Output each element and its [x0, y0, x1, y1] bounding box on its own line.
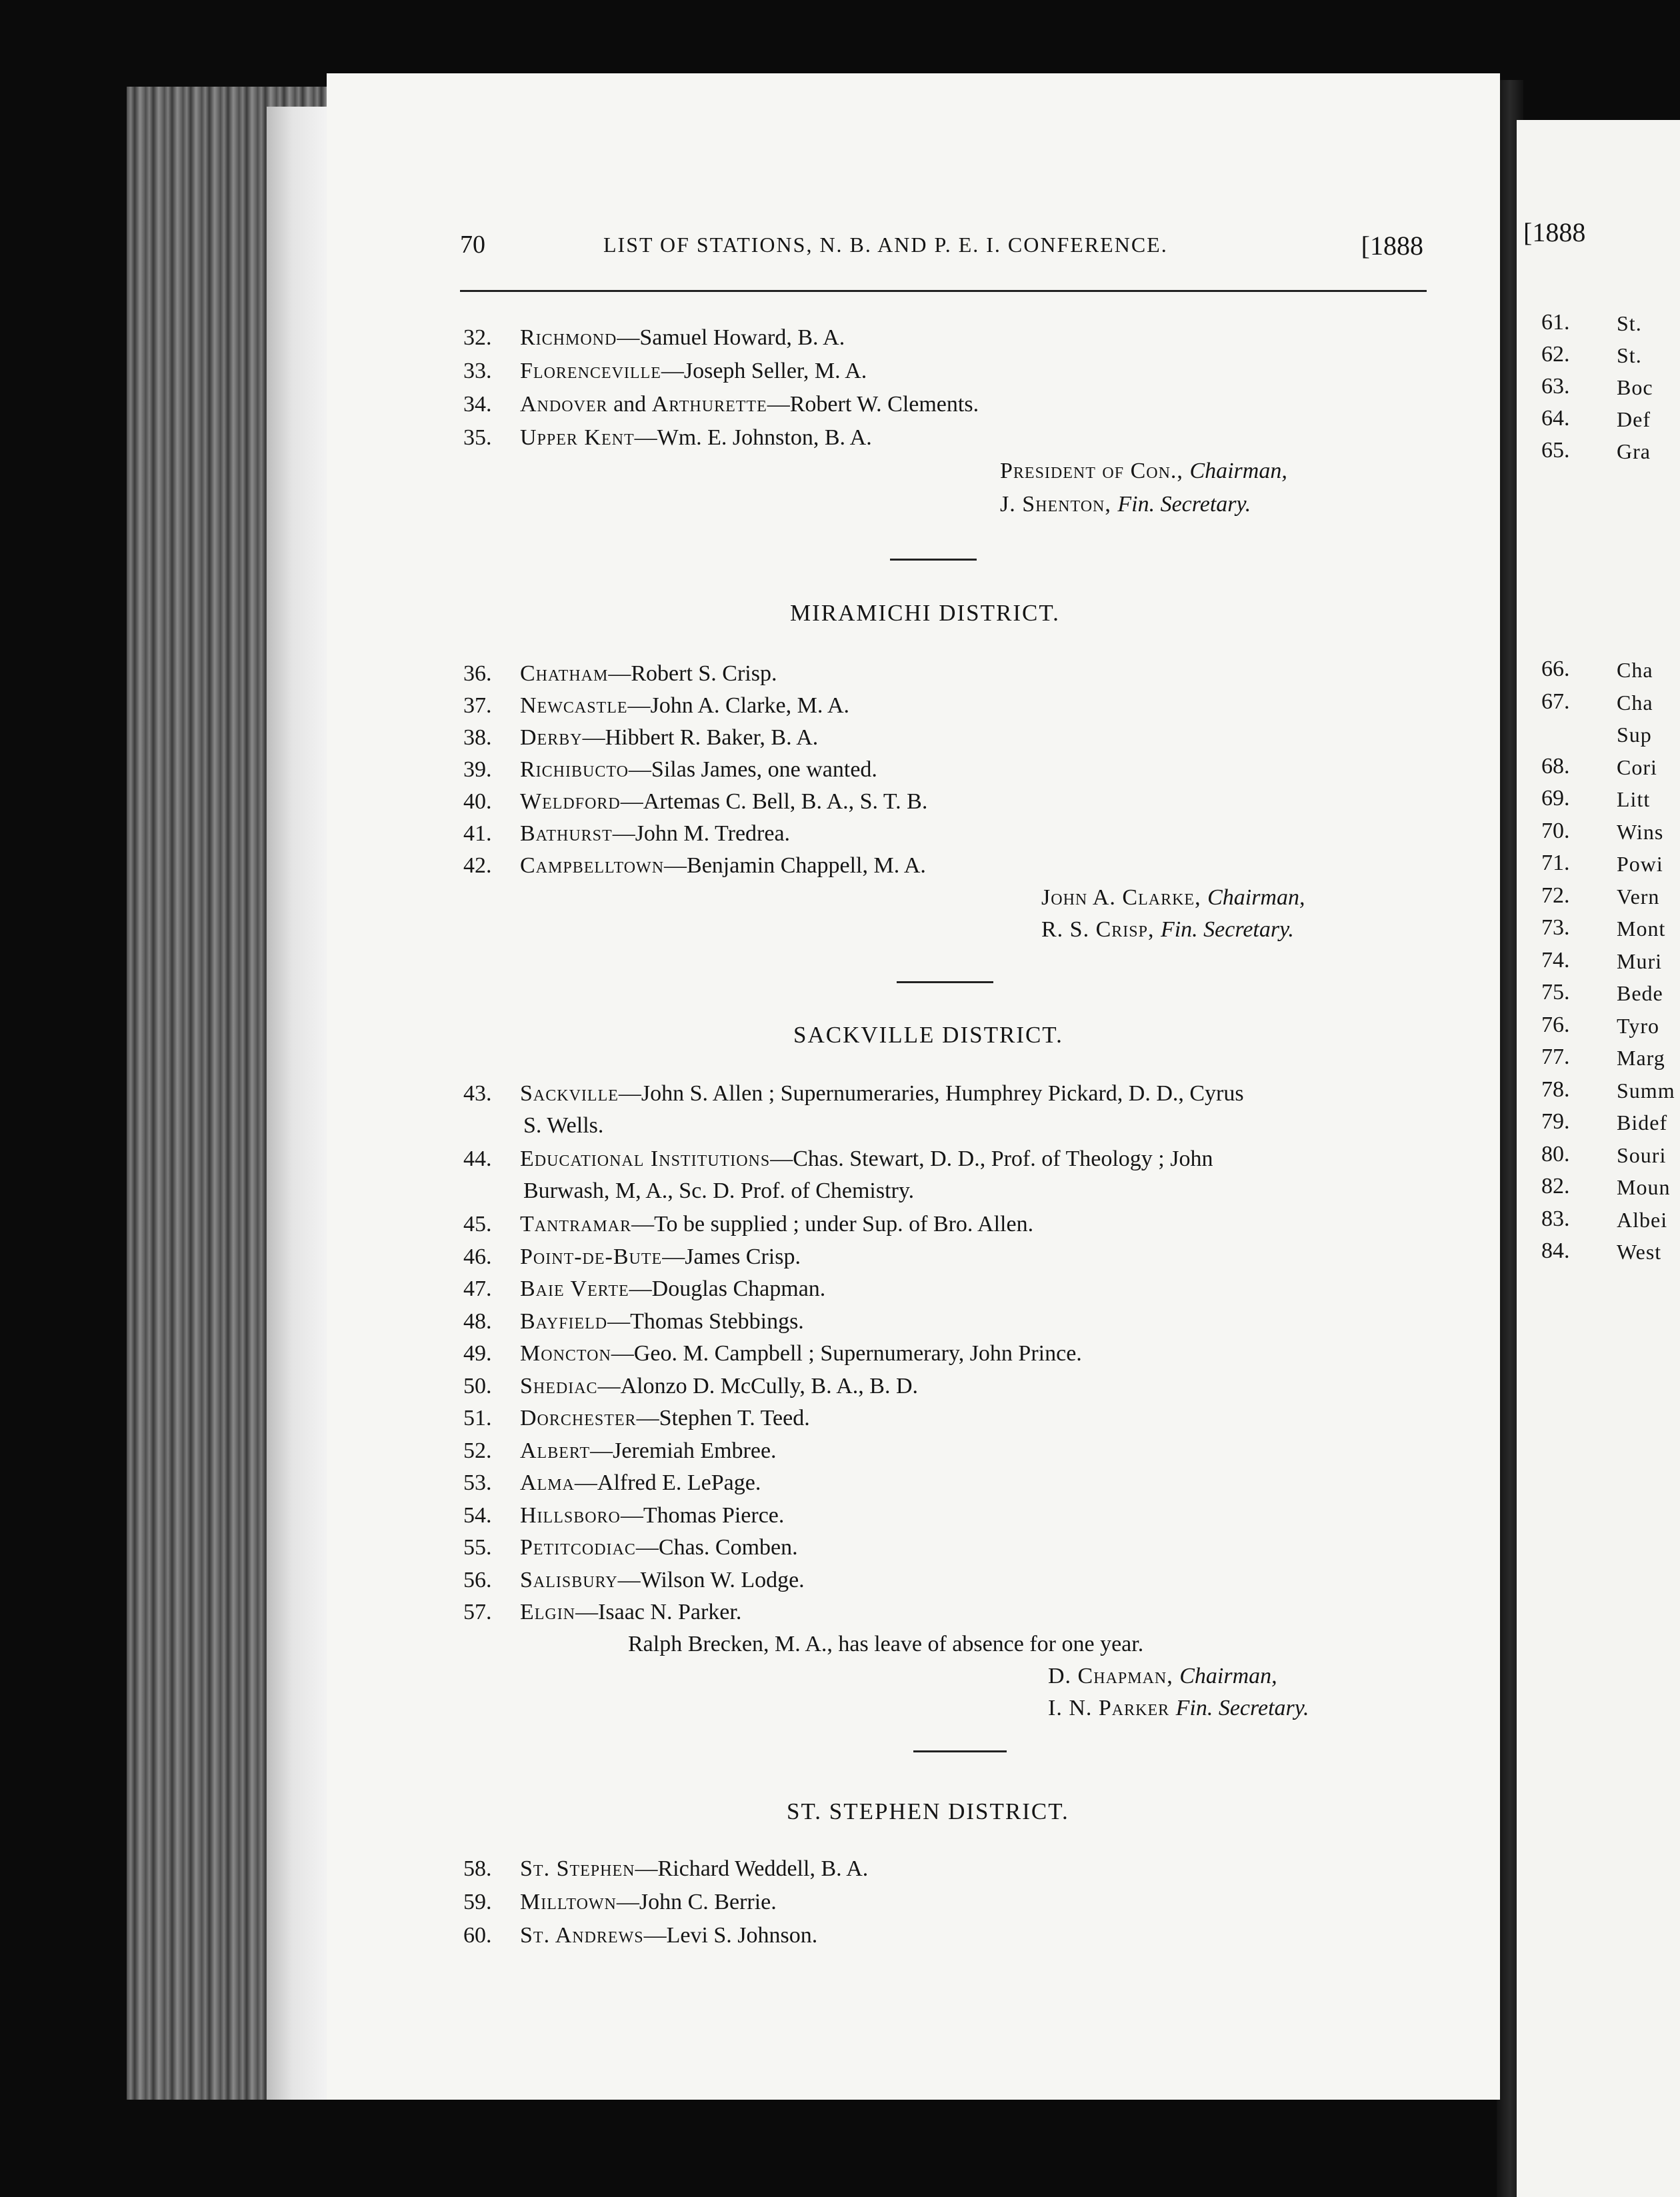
station-name: Hillsboro: [520, 1502, 621, 1528]
station-ministers: —Samuel Howard, B. A.: [617, 325, 845, 350]
right-entry-text: Cha: [1617, 658, 1653, 682]
right-entry-number: 67.: [1541, 689, 1570, 714]
signatory-role: Fin. Secretary.: [1160, 917, 1294, 942]
station-entry-continuation: Burwash, M, A., Sc. D. Prof. of Chemistry.: [523, 1178, 915, 1203]
station-entry-number: 53.: [463, 1470, 492, 1495]
right-page-header: [1888: [1523, 217, 1586, 247]
station-entry: [520, 325, 845, 351]
right-entry-text: Muri: [1617, 949, 1662, 973]
right-entry-text: Mont: [1617, 917, 1666, 941]
station-entry: [520, 1856, 868, 1882]
station-entry: [520, 853, 926, 879]
signatory-name: John A. Clarke,: [1041, 885, 1208, 910]
station-entry-number: 44.: [463, 1146, 492, 1171]
station-entry: [520, 725, 818, 751]
station-entry: [520, 821, 790, 847]
station-name: Chatham: [520, 661, 609, 686]
right-entry-number: 84.: [1541, 1238, 1570, 1263]
right-entry-text: Albei: [1617, 1207, 1668, 1232]
page-number: 70: [460, 231, 485, 259]
station-name: Florenceville: [520, 359, 661, 383]
right-entry-number: 64.: [1541, 406, 1570, 431]
station-entry-number: 36.: [463, 661, 492, 686]
station-entry-number: 33.: [463, 359, 492, 383]
station-entry-number: 52.: [463, 1438, 492, 1463]
station-name: Weldford: [520, 789, 621, 814]
district-title: MIRAMICHI DISTRICT.: [790, 600, 1060, 626]
right-entry-text: Marg: [1617, 1046, 1665, 1070]
leave-of-absence-note: Ralph Brecken, M. A., has leave of absence for one year.: [628, 1632, 1144, 1656]
station-ministers: —Levi S. Johnson.: [643, 1923, 818, 1948]
right-entry-number: 72.: [1541, 883, 1570, 908]
station-name: St. Stephen: [520, 1856, 635, 1881]
station-entry: [520, 1600, 741, 1625]
station-entry-number: 37.: [463, 693, 492, 718]
right-entry-number: 71.: [1541, 851, 1570, 875]
right-entry-number: 75.: [1541, 980, 1570, 1005]
right-entry-number: 61.: [1541, 310, 1570, 335]
signatory-role: Fin. Secretary.: [1175, 1696, 1309, 1720]
station-name: Bayfield: [520, 1308, 608, 1334]
page-title: LIST OF STATIONS, N. B. AND P. E. I. CONFERENCE.: [603, 233, 1168, 257]
signatory-role: Chairman,: [1189, 459, 1287, 483]
section-divider: [890, 559, 977, 561]
station-entry: [520, 425, 872, 451]
station-ministers: —Stephen T. Teed.: [636, 1406, 810, 1430]
station-name: Upper Kent: [520, 425, 635, 450]
station-name: Albert: [520, 1438, 591, 1463]
station-entry-number: 39.: [463, 757, 492, 782]
station-ministers: —Hibbert R. Baker, B. A.: [582, 725, 819, 750]
station-ministers: —Thomas Stebbings.: [607, 1308, 804, 1334]
station-name-2: Arthurette: [651, 392, 767, 417]
page-year: [1888: [1361, 231, 1423, 261]
station-ministers: —John A. Clarke, M. A.: [627, 693, 849, 718]
right-entry-number: 80.: [1541, 1141, 1570, 1166]
station-entry: [520, 1535, 798, 1560]
page-header: [460, 230, 1433, 270]
station-ministers: —John C. Berrie.: [616, 1890, 777, 1914]
right-entry-text: Powi: [1617, 852, 1663, 876]
right-entry-number: 62.: [1541, 342, 1570, 367]
section-divider: [897, 981, 993, 983]
right-entry-number: 69.: [1541, 786, 1570, 811]
section-divider: [913, 1750, 1007, 1752]
right-entry-text: Wins: [1617, 819, 1664, 844]
station-name: Baie Verte: [520, 1276, 629, 1301]
station-entry: [520, 1374, 918, 1399]
right-entry-text: Cori: [1617, 755, 1657, 779]
station-name: Newcastle: [520, 693, 628, 718]
secretary-signature: [1048, 1696, 1309, 1721]
signatory-name: D. Chapman,: [1048, 1664, 1180, 1688]
station-entry: [520, 789, 927, 815]
signatory-name: R. S. Crisp,: [1041, 917, 1161, 942]
right-entry-text: Bede: [1617, 981, 1663, 1005]
station-entry-number: 49.: [463, 1341, 492, 1366]
station-name: Tantramar: [520, 1212, 632, 1236]
station-entry-number: 46.: [463, 1244, 492, 1269]
station-ministers: —John S. Allen ; Supernumeraries, Humphrey Pickard, D. D., Cyrus: [618, 1081, 1244, 1106]
right-entry-text: Boc: [1617, 375, 1653, 399]
station-ministers: —James Crisp.: [662, 1244, 801, 1269]
station-entry-number: 38.: [463, 725, 492, 750]
station-entry-number: 47.: [463, 1276, 492, 1301]
station-entry-number: 45.: [463, 1212, 492, 1236]
right-entry-text: Tyro: [1617, 1013, 1659, 1038]
right-entry-number: 66.: [1541, 657, 1570, 681]
right-entry-text: Summ: [1617, 1078, 1675, 1102]
station-entry: [520, 661, 777, 687]
signatory-role: Fin. Secretary.: [1117, 492, 1251, 517]
station-ministers: and: [607, 392, 652, 417]
station-entry: [520, 359, 867, 384]
right-entry-number: 76.: [1541, 1012, 1570, 1037]
chairman-signature: [1041, 885, 1305, 911]
station-entry-continuation: S. Wells.: [523, 1113, 604, 1138]
station-name: Andover: [520, 392, 608, 417]
station-entry: [520, 1212, 1033, 1237]
station-entry: [520, 1568, 805, 1593]
station-entry-number: 57.: [463, 1600, 492, 1624]
station-ministers: —Robert S. Crisp.: [608, 661, 777, 686]
station-name: Elgin: [520, 1600, 576, 1624]
station-entry: [520, 1438, 777, 1464]
station-entry-number: 32.: [463, 325, 492, 350]
station-ministers-2: —Robert W. Clements.: [767, 392, 979, 417]
right-entry-text: West: [1617, 1240, 1662, 1264]
right-entry-text: St.: [1617, 343, 1642, 367]
station-entry-number: 43.: [463, 1081, 492, 1106]
station-entry-number: 55.: [463, 1535, 492, 1560]
station-entry: [520, 693, 849, 719]
chairman-signature: [1048, 1664, 1277, 1689]
station-ministers: —Geo. M. Campbell ; Supernumerary, John Prince.: [611, 1341, 1082, 1366]
right-entry-number: 79.: [1541, 1109, 1570, 1134]
station-ministers: —Chas. Comben.: [635, 1535, 798, 1560]
station-ministers: —Benjamin Chappell, M. A.: [664, 853, 926, 878]
station-ministers: —John M. Tredrea.: [612, 821, 791, 846]
station-name: Dorchester: [520, 1406, 637, 1430]
station-name: Salisbury: [520, 1567, 618, 1592]
right-entry-text: Moun: [1617, 1175, 1671, 1199]
station-name: Milltown: [520, 1890, 617, 1914]
station-ministers: —Chas. Stewart, D. D., Prof. of Theology ; John: [770, 1146, 1213, 1171]
station-ministers: —Isaac N. Parker.: [575, 1600, 742, 1624]
station-entry-number: 56.: [463, 1567, 492, 1592]
right-entry-text: Souri: [1617, 1142, 1667, 1167]
right-entry-number: 63.: [1541, 374, 1570, 399]
right-entry-number: 77.: [1541, 1045, 1570, 1069]
station-name: Moncton: [520, 1341, 611, 1366]
station-ministers: —Alonzo D. McCully, B. A., B. D.: [597, 1373, 918, 1398]
station-entry-number: 48.: [463, 1308, 492, 1334]
station-entry-number: 60.: [463, 1923, 492, 1948]
signatory-name: President of Con.,: [1000, 459, 1190, 483]
station-name: Richibucto: [520, 757, 629, 782]
station-ministers: —Wm. E. Johnston, B. A.: [634, 425, 872, 450]
station-ministers: —To be supplied ; under Sup. of Bro. Allen.: [631, 1212, 1034, 1236]
station-name: Educational Institutions: [520, 1146, 771, 1171]
station-ministers: —Thomas Pierce.: [620, 1502, 785, 1528]
station-entry-number: 35.: [463, 425, 492, 450]
station-name: Campbelltown: [520, 853, 665, 878]
right-entry-number: 70.: [1541, 818, 1570, 843]
signatory-name: J. Shenton,: [1000, 492, 1118, 517]
station-entry: [520, 392, 979, 417]
right-entry-text: Litt: [1617, 787, 1651, 811]
district-title: SACKVILLE DISTRICT.: [793, 1022, 1063, 1048]
right-entry-number: 74.: [1541, 947, 1570, 973]
secretary-signature: [1000, 492, 1251, 517]
signatory-role: Chairman,: [1179, 1664, 1277, 1688]
station-entry: [520, 1244, 801, 1270]
right-entry-text: Gra: [1617, 439, 1651, 463]
station-ministers: —Artemas C. Bell, B. A., S. T. B.: [620, 789, 928, 814]
book-page-edge-light: [267, 107, 330, 2100]
right-entry-number: 78.: [1541, 1077, 1570, 1102]
station-name: St. Andrews: [520, 1923, 644, 1948]
station-entry: [520, 757, 877, 783]
station-entry: [520, 1081, 1244, 1106]
station-ministers: —Silas James, one wanted.: [628, 757, 877, 782]
station-name: Richmond: [520, 325, 617, 350]
station-entry-number: 50.: [463, 1373, 492, 1398]
secretary-signature: [1041, 917, 1294, 943]
district-title: ST. STEPHEN DISTRICT.: [787, 1798, 1069, 1824]
right-entry-number: 73.: [1541, 915, 1570, 940]
station-name: Sackville: [520, 1081, 619, 1106]
right-entry-number: 82.: [1541, 1174, 1570, 1198]
right-entry-text: Vern: [1617, 884, 1660, 909]
station-entry-number: 59.: [463, 1890, 492, 1914]
right-entry-text: St.: [1617, 311, 1642, 335]
signatory-role: Chairman,: [1207, 885, 1305, 910]
station-ministers: —Wilson W. Lodge.: [617, 1567, 805, 1592]
station-ministers: —Douglas Chapman.: [629, 1276, 826, 1301]
station-ministers: —Joseph Seller, M. A.: [661, 359, 867, 383]
signatory-name: I. N. Parker: [1048, 1696, 1176, 1720]
station-name: Derby: [520, 725, 583, 750]
chairman-signature: [1000, 459, 1287, 484]
station-entry: [520, 1470, 761, 1496]
station-name: Bathurst: [520, 821, 613, 846]
right-entry-number: 83.: [1541, 1206, 1570, 1231]
station-entry: [520, 1309, 804, 1334]
station-entry: [520, 1341, 1082, 1366]
station-entry: [520, 1276, 825, 1302]
station-entry: [520, 1146, 1213, 1172]
station-ministers: —Jeremiah Embree.: [590, 1438, 777, 1463]
station-entry-number: 40.: [463, 789, 492, 814]
station-name: Shediac: [520, 1373, 598, 1398]
station-entry-number: 51.: [463, 1406, 492, 1430]
station-name: Petitcodiac: [520, 1535, 636, 1560]
header-rule: [460, 290, 1427, 292]
station-entry-number: 54.: [463, 1502, 492, 1528]
right-entry-number: 65.: [1541, 438, 1570, 463]
station-name: Point-de-Bute: [520, 1244, 663, 1269]
right-entry-text: Bidef: [1617, 1110, 1668, 1134]
station-entry: [520, 1890, 777, 1915]
station-ministers: —Richard Weddell, B. A.: [635, 1856, 869, 1881]
right-entry-text: Sup: [1617, 723, 1652, 747]
right-entry-number: 68.: [1541, 753, 1570, 779]
station-name: Alma: [520, 1470, 575, 1495]
station-entry-number: 34.: [463, 392, 492, 417]
station-entry-number: 58.: [463, 1856, 492, 1881]
station-ministers: —Alfred E. LePage.: [574, 1470, 761, 1495]
station-entry: [520, 1406, 810, 1431]
right-entry-text: Cha: [1617, 690, 1653, 715]
station-entry-number: 42.: [463, 853, 492, 878]
right-entry-text: Def: [1617, 407, 1651, 431]
station-entry: [520, 1923, 817, 1948]
station-entry-number: 41.: [463, 821, 492, 846]
station-entry: [520, 1503, 784, 1528]
